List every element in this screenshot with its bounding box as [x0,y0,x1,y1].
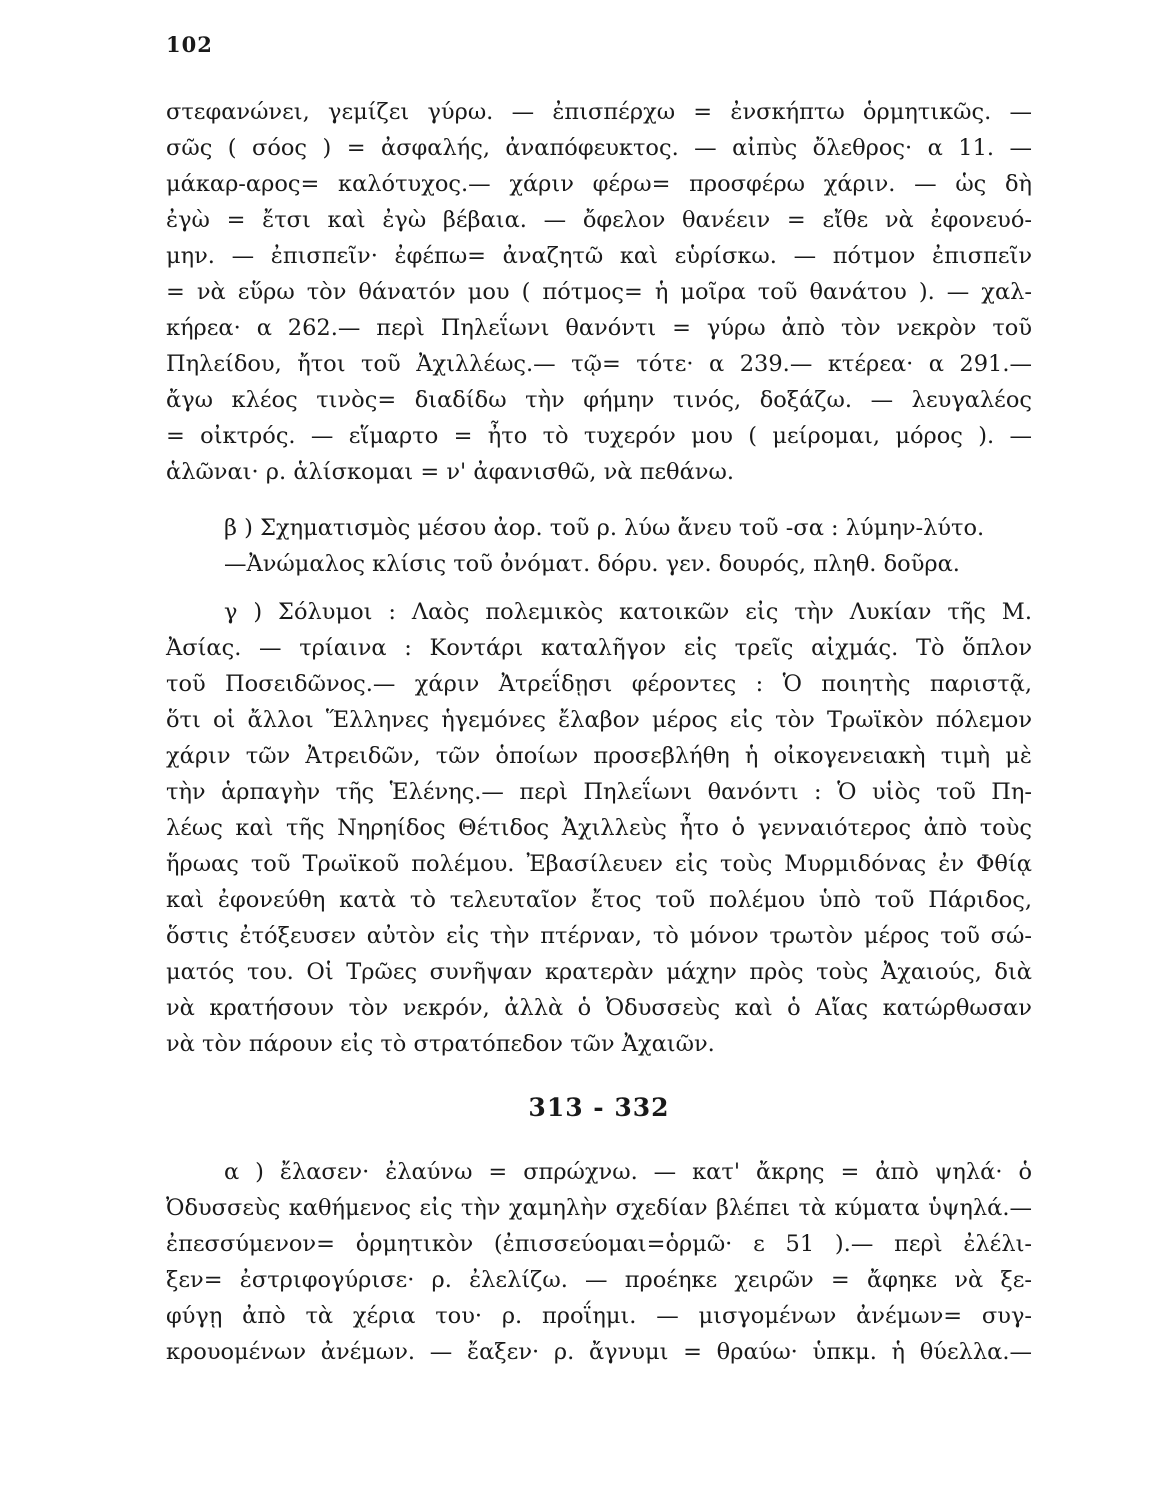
text-line: ἥρωας τοῦ Τρωϊκοῦ πολέμου. Ἐβασίλευεν εἰς τοὺς Μυρμιδόνας ἐν Φθίᾳ [166,851,1032,877]
text-line: κρουομένων ἀνέμων. — ἔαξεν· ρ. ἄγνυμι = θραύω· ὑπκμ. ἡ θύελλα.— [166,1339,1032,1365]
text-line: = νὰ εὕρω τὸν θάνατόν μου ( πότμος= ἡ μοῖρα τοῦ θανάτου ). — χαλ- [166,279,1032,305]
text-line: τὴν ἁρπαγὴν τῆς Ἑλένης.— περὶ Πηλεΐωνι θανόντι : Ὁ υἱὸς τοῦ Πη- [166,779,1032,805]
text-line: μάκαρ-αρος= καλότυχος.— χάριν φέρω= προσφέρω χάριν. — ὡς δὴ [166,171,1032,197]
text-line: Πηλείδου, ἤτοι τοῦ Ἀχιλλέως.— τῷ= τότε· α 239.— κτέρεα· α 291.— [166,351,1032,377]
text-line: γ ) Σόλυμοι : Λαὸς πολεμικὸς κατοικῶν εἰς τὴν Λυκίαν τῆς Μ. [224,599,1032,625]
text-line: ἁλῶναι· ρ. ἁλίσκομαι = ν' ἀφανισθῶ, νὰ πεθάνω. [166,459,734,485]
text-line: —Ἀνώμαλος κλίσις τοῦ ὀνόματ. δόρυ. γεν. δουρός, πληθ. δοῦρα. [224,551,960,577]
text-line: ὅτι οἱ ἄλλοι Ἕλληνες ἡγεμόνες ἔλαβον μέρος εἰς τὸν Τρωϊκὸν πόλεμον [166,707,1032,733]
text-line: = οἰκτρός. — εἵμαρτο = ἦτο τὸ τυχερόν μου ( μείρομαι, μόρος ). — [166,423,1032,449]
text-line: μην. — ἐπισπεῖν· ἐφέπω= ἀναζητῶ καὶ εὑρίσκω. — πότμον ἐπισπεῖν [166,243,1032,269]
text-line: νὰ κρατήσουν τὸν νεκρόν, ἀλλὰ ὁ Ὀδυσσεὺς καὶ ὁ Αἴας κατώρθωσαν [166,995,1032,1021]
text-line: κήρεα· α 262.— περὶ Πηλεΐωνι θανόντι = γύρω ἀπὸ τὸν νεκρὸν τοῦ [166,315,1032,341]
text-line: ξεν= ἐστριφογύρισε· ρ. ἐλελίζω. — προέηκε χειρῶν = ἄφηκε νὰ ξε- [166,1267,1032,1293]
text-line: νὰ τὸν πάρουν εἰς τὸ στρατόπεδον τῶν Ἀχαιῶν. [166,1031,715,1057]
text-line: β ) Σχηματισμὸς μέσου ἀορ. τοῦ ρ. λύω ἄνευ τοῦ -σα : λύμην-λύτο. [224,515,985,541]
text-line: καὶ ἐφονεύθη κατὰ τὸ τελευταῖον ἔτος τοῦ πολέμου ὑπὸ τοῦ Πάριδος, [166,887,1032,913]
text-line: α ) ἔλασεν· ἐλαύνω = σπρώχνω. — κατ' ἄκρης = ἀπὸ ψηλά· ὁ [224,1159,1032,1185]
commentary-block-verses [166,94,1032,490]
text-line: ἐγὼ = ἔτσι καὶ ἐγὼ βέβαια. — ὄφελον θανέειν = εἴθε νὰ ἐφονευό- [166,207,1032,233]
text-line: σῶς ( σόος ) = ἀσφαλής, ἀναπόφευκτος. — αἰπὺς ὄλεθρος· α 11. — [166,135,1032,161]
text-line: Ἀσίας. — τρίαινα : Κοντάρι καταλῆγον εἰς τρεῖς αἰχμάς. Τὸ ὅπλον [166,635,1032,661]
text-line: τοῦ Ποσειδῶνος.— χάριν Ἀτρεΐδῃσι φέροντες : Ὁ ποιητὴς παριστᾷ, [166,671,1032,697]
text-line: λέως καὶ τῆς Νηρηίδος Θέτιδος Ἀχιλλεὺς ἦτο ὁ γενναιότερος ἀπὸ τοὺς [166,815,1032,841]
text-line: ἐπεσσύμενον= ὁρμητικὸν (ἐπισσεύομαι=ὁρμῶ· ε 51 ).— περὶ ἐλέλι- [166,1231,1032,1257]
grammar-note-beta [166,510,1032,582]
text-line: ὅστις ἐτόξευσεν αὐτὸν εἰς τὴν πτέρναν, τὸ μόνον τρωτὸν μέρος τοῦ σώ- [166,923,1032,949]
text-line: ματός του. Οἱ Τρῶες συνῆψαν κρατερὰν μάχην πρὸς τοὺς Ἀχαιούς, διὰ [166,959,1032,985]
page-number: 102 [166,32,213,57]
text-line: ἄγω κλέος τινὸς= διαδίδω τὴν φήμην τινός, δοξάζω. — λευγαλέος [166,387,1032,413]
text-line: Ὀδυσσεὺς καθήμενος εἰς τὴν χαμηλὴν σχεδίαν βλέπει τὰ κύματα ὑψηλά.— [166,1195,1032,1221]
section-heading: 313 - 332 [528,1093,670,1122]
text-line: φύγῃ ἀπὸ τὰ χέρια του· ρ. προΐημι. — μισγομένων ἀνέμων= συγ- [166,1303,1032,1329]
commentary-block-313-332 [166,1154,1032,1370]
text-line: στεφανώνει, γεμίζει γύρω. — ἐπισπέρχω = ἐνσκήπτω ὁρμητικῶς. — [166,99,1032,125]
explanatory-note-gamma [166,594,1032,1062]
text-line: χάριν τῶν Ἀτρειδῶν, τῶν ὁποίων προσεβλήθη ἡ οἰκογενειακὴ τιμὴ μὲ [166,743,1032,769]
